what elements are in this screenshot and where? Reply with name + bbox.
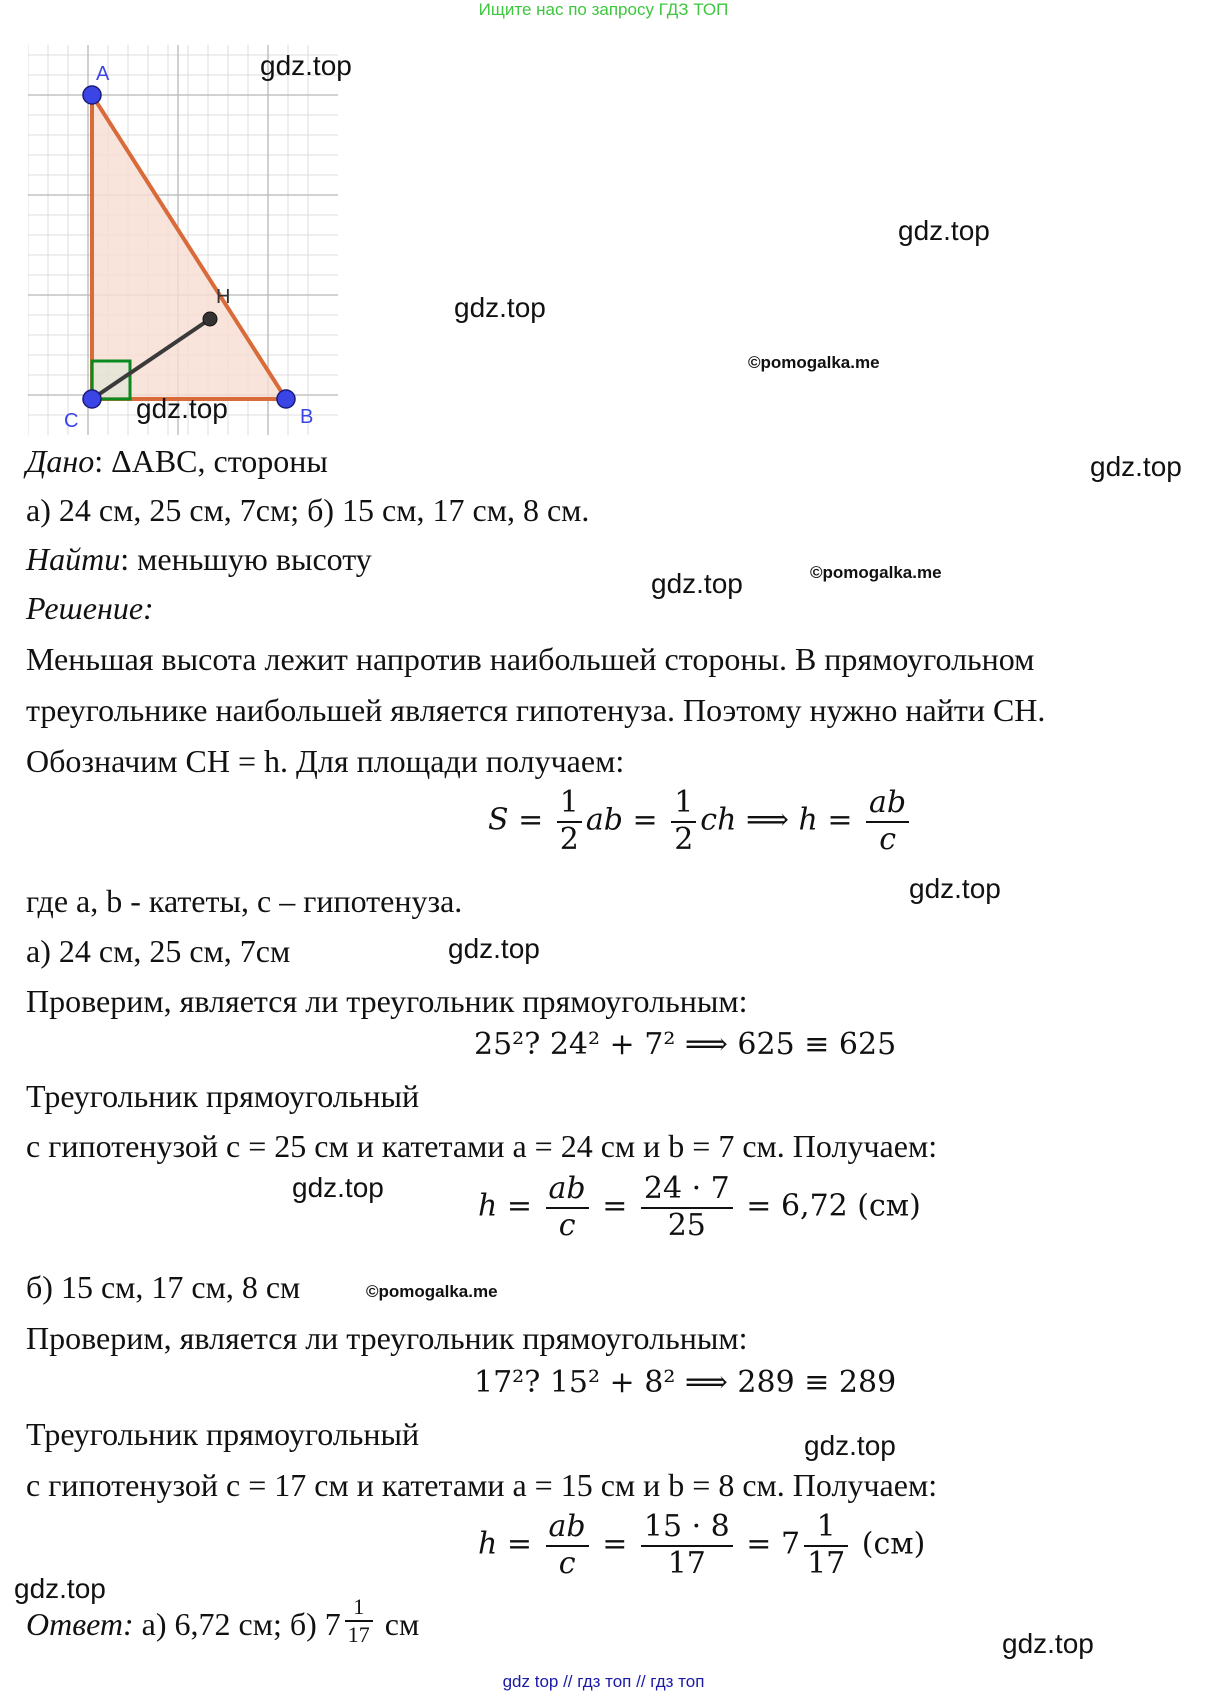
watermark-gdz: gdz.top xyxy=(454,292,546,323)
answer-fraction: $\frac{1}{17}$ xyxy=(345,1594,373,1647)
watermark-gdz: gdz.top xyxy=(804,1430,896,1461)
paragraph-line-1: Меньшая высота лежит напротив наибольшей стороны. В прямоугольном xyxy=(26,641,1035,677)
watermark-pomogalka: ©pomogalka.me xyxy=(366,1282,498,1301)
answer-unit: см xyxy=(384,1606,420,1642)
legs-note: где a, b - катеты, c – гипотенуза. xyxy=(26,883,463,919)
part-b-header: б) 15 см, 17 см, 8 см xyxy=(26,1269,301,1305)
paragraph-line-3: Обозначим CH = h. Для площади получаем: xyxy=(26,743,625,779)
watermark-gdz: gdz.top xyxy=(651,568,743,599)
part-a-details: с гипотенузой c = 25 см и катетами a = 24 см и b = 7 см. Получаем: xyxy=(26,1128,938,1164)
given-line xyxy=(26,445,328,477)
label-a: A xyxy=(96,63,110,85)
label-c: C xyxy=(64,410,79,432)
given-label: Дано xyxy=(26,443,95,479)
given-tail: : ΔABC, стороны xyxy=(94,443,328,479)
part-b-conclusion: Треугольник прямоугольный xyxy=(26,1416,420,1452)
watermark-gdz: gdz.top xyxy=(909,873,1001,904)
watermark-gdz: gdz.top xyxy=(1090,451,1182,482)
part-a-h-formula: h = $\frac{ab}{c}$ = $\frac{24 \cdot 7}{25}$ = 6,72 (см) xyxy=(478,1171,921,1243)
formula-s: S = xyxy=(488,802,544,838)
solution-label: Решение: xyxy=(26,590,154,626)
point-b xyxy=(277,390,295,408)
triangle-figure xyxy=(28,45,338,435)
bottom-links[interactable]: gdz top // гдз топ // гдз топ xyxy=(502,1672,705,1691)
fraction-half: $\frac{1}{2}$ xyxy=(671,786,696,857)
watermark-pomogalka: ©pomogalka.me xyxy=(810,563,942,582)
label-b: B xyxy=(300,406,314,428)
point-h xyxy=(203,312,217,326)
answer-text: а) 6,72 см; б) 7 xyxy=(141,1606,341,1642)
area-formula: S = $\frac{1}{2}$ ab = $\frac{1}{2}$ ch ⟹ h = $\frac{ab}{c}$ xyxy=(488,786,913,857)
find-tail: : меньшую высоту xyxy=(120,541,372,577)
part-b-h-formula: h = $\frac{ab}{c}$ = $\frac{15 \cdot 8}{17}$ = 7 $\frac{1}{17}$ (см) xyxy=(478,1509,926,1581)
answer-line xyxy=(26,1594,420,1647)
part-b-details: с гипотенузой c = 17 см и катетами a = 15 см и b = 8 см. Получаем: xyxy=(26,1467,938,1503)
part-a-check: Проверим, является ли треугольник прямоугольным: xyxy=(26,983,748,1019)
part-a-equation: 25²? 24² + 7² ⟹ 625 ≡ 625 xyxy=(474,1027,897,1062)
fraction-one-seventeenth: $\frac{1}{17}$ xyxy=(804,1510,848,1581)
fraction-b-values: $\frac{15 \cdot 8}{17}$ xyxy=(641,1510,733,1581)
part-b-equation: 17²? 15² + 8² ⟹ 289 ≡ 289 xyxy=(474,1365,897,1400)
given-options: а) 24 см, 25 см, 7см; б) 15 см, 17 см, 8 см. xyxy=(26,492,590,528)
fraction-a-values: $\frac{24 \cdot 7}{25}$ xyxy=(641,1172,733,1243)
watermark-gdz: gdz.top xyxy=(260,50,352,81)
fraction-ab-c: $\frac{ab}{c}$ xyxy=(866,786,909,857)
find-label: Найти xyxy=(26,541,121,577)
fraction-ab-c: $\frac{ab}{c}$ xyxy=(546,1172,589,1243)
watermark-gdz: gdz.top xyxy=(292,1172,384,1203)
paragraph-line-2: треугольнике наибольшей является гипотенуза. Поэтому нужно найти CH. xyxy=(26,692,1046,728)
answer-label: Ответ: xyxy=(26,1606,134,1642)
part-a-header: а) 24 см, 25 см, 7см xyxy=(26,933,291,969)
watermark-pomogalka: ©pomogalka.me xyxy=(748,353,880,372)
point-a xyxy=(83,86,101,104)
part-a-conclusion: Треугольник прямоугольный xyxy=(26,1078,420,1114)
label-h: H xyxy=(216,286,231,308)
part-a-result: = 6,72 (см) xyxy=(746,1188,921,1224)
watermark-gdz: gdz.top xyxy=(14,1573,106,1604)
part-b-check: Проверим, является ли треугольник прямоугольным: xyxy=(26,1320,748,1356)
top-banner[interactable]: Ищите нас по запросу ГДЗ ТОП xyxy=(478,0,729,19)
watermark-gdz: gdz.top xyxy=(448,933,540,964)
point-c xyxy=(83,390,101,408)
watermark-gdz: gdz.top xyxy=(1002,1628,1094,1659)
find-line xyxy=(26,543,372,575)
watermark-gdz: gdz.top xyxy=(136,393,228,424)
fraction-half: $\frac{1}{2}$ xyxy=(557,786,582,857)
fraction-ab-c: $\frac{ab}{c}$ xyxy=(546,1510,589,1581)
triangle-abc xyxy=(92,95,286,399)
watermark-gdz: gdz.top xyxy=(898,215,990,246)
